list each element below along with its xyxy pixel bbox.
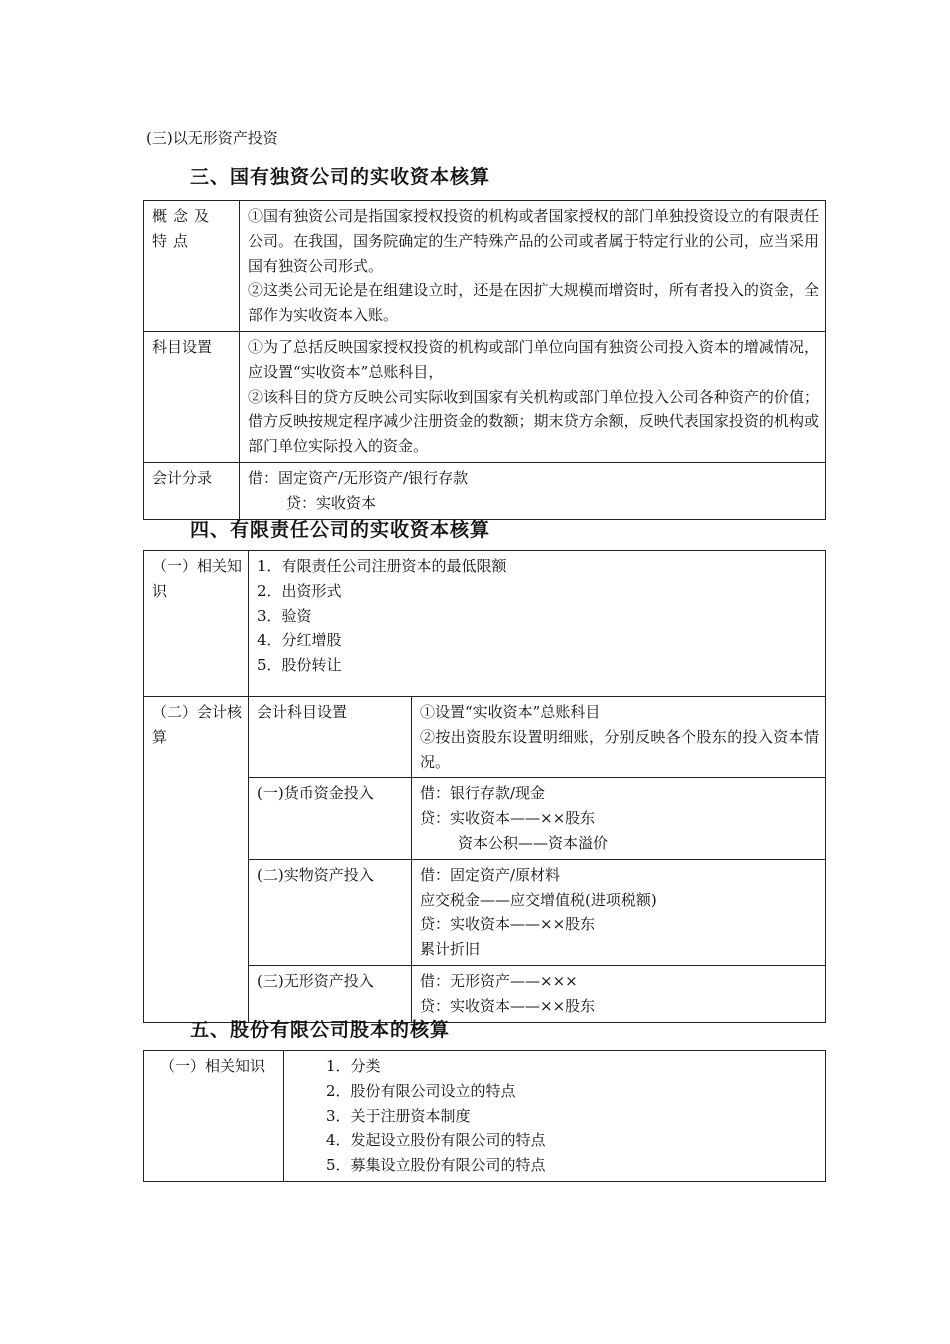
row-label: （二）会计核算: [144, 697, 249, 1023]
list-item: 5．股份转让: [257, 656, 342, 675]
row-label: 会计分录: [144, 462, 240, 519]
list-item: 4．分红增股: [257, 631, 342, 650]
table-row: [144, 551, 826, 697]
sub-label: (一)货币资金投入: [249, 778, 412, 859]
section3-table: [143, 200, 826, 520]
paragraph: ①国有独资公司是指国家授权投资的机构或者国家授权的部门单独投资设立的有限责任公司。在我国，国务院确定的生产特殊产品的公司或者属于特定行业的公司，应当采用国有独资公司形式。: [248, 207, 819, 275]
list-item: 5．募集设立股份有限公司的特点: [326, 1156, 546, 1175]
paragraph: ②这类公司无论是在组建设立时，还是在因扩大规模而增资时，所有者投入的资金，全部作为实收资本入账。: [248, 281, 819, 325]
row-content: [412, 965, 826, 1022]
sub-label: 会计科目设置: [249, 697, 412, 778]
text-line: 借：银行存款/现金: [420, 784, 546, 803]
text-line: 资本公积——资本溢价: [458, 833, 609, 852]
list-item: 3．关于注册资本制度: [326, 1106, 471, 1125]
table-row: [144, 462, 826, 519]
text-line: ①设置“实收资本”总账科目: [420, 703, 601, 721]
sub-label: (二)实物资产投入: [249, 859, 412, 965]
paragraph: ②该科目的贷方反映公司实际收到国家有关机构或部门单位投入公司各种资产的价值；借方反映按规定程序减少注册资金的数额；期末贷方余额，反映代表国家投资的机构或部门单位实际投入的资金。: [248, 387, 819, 456]
row-label: 概念及特点: [144, 201, 240, 332]
table-row: [144, 1051, 826, 1182]
row-content: [412, 697, 826, 778]
text-line: 借：固定资产/原材料: [420, 865, 561, 884]
row-content: [249, 551, 826, 697]
text-line: 贷：实收资本——××股东: [420, 809, 596, 828]
row-content: [240, 201, 826, 332]
table-row: [144, 697, 826, 778]
list-item: 3．验资: [257, 606, 312, 625]
text-line: 贷：实收资本——××股东: [420, 915, 596, 934]
section4-table: [143, 550, 826, 1023]
table-row: [144, 201, 826, 332]
text-line: ②按出资股东设置明细账，分别反映各个股东的投入资本情况。: [420, 727, 820, 771]
section3-title: 三、国有独资公司的实收资本核算: [190, 166, 491, 188]
row-content: [412, 778, 826, 859]
list-item: 1．分类: [326, 1057, 381, 1075]
intro-line: (三)以无形资产投资: [146, 129, 278, 147]
list-item: 2．出资形式: [257, 581, 342, 600]
row-content: [284, 1051, 826, 1182]
list-item: 4．发起设立股份有限公司的特点: [326, 1131, 546, 1150]
row-content: [240, 331, 826, 462]
debit-line: 借：固定资产/无形资产/银行存款: [248, 468, 469, 487]
row-content: [240, 462, 826, 519]
section5-title: 五、股份有限公司股本的核算: [190, 1019, 451, 1041]
text-line: 贷：实收资本——××股东: [420, 996, 596, 1015]
section4-title: 四、有限责任公司的实收资本核算: [190, 519, 491, 541]
row-content: [412, 859, 826, 965]
paragraph: ①为了总括反映国家授权投资的机构或部门单位向国有独资公司投入资本的增减情况，应设置“实收资本”总账科目，: [248, 337, 819, 381]
credit-line: 贷：实收资本: [286, 493, 377, 512]
text-line: 借：无形资产——×××: [420, 971, 578, 990]
text-line: 累计折旧: [420, 940, 481, 959]
list-item: 2．股份有限公司设立的特点: [326, 1081, 516, 1100]
row-label: （一）相关知识: [144, 551, 249, 697]
sub-label: (三)无形资产投入: [249, 965, 412, 1022]
row-label: （一）相关知识: [144, 1051, 284, 1182]
list-item: 1．有限责任公司注册资本的最低限额: [257, 557, 507, 575]
table-row: [144, 331, 826, 462]
text-line: 应交税金——应交增值税(进项税额): [420, 890, 657, 909]
section5-table: [143, 1050, 826, 1182]
row-label: 科目设置: [144, 331, 240, 462]
